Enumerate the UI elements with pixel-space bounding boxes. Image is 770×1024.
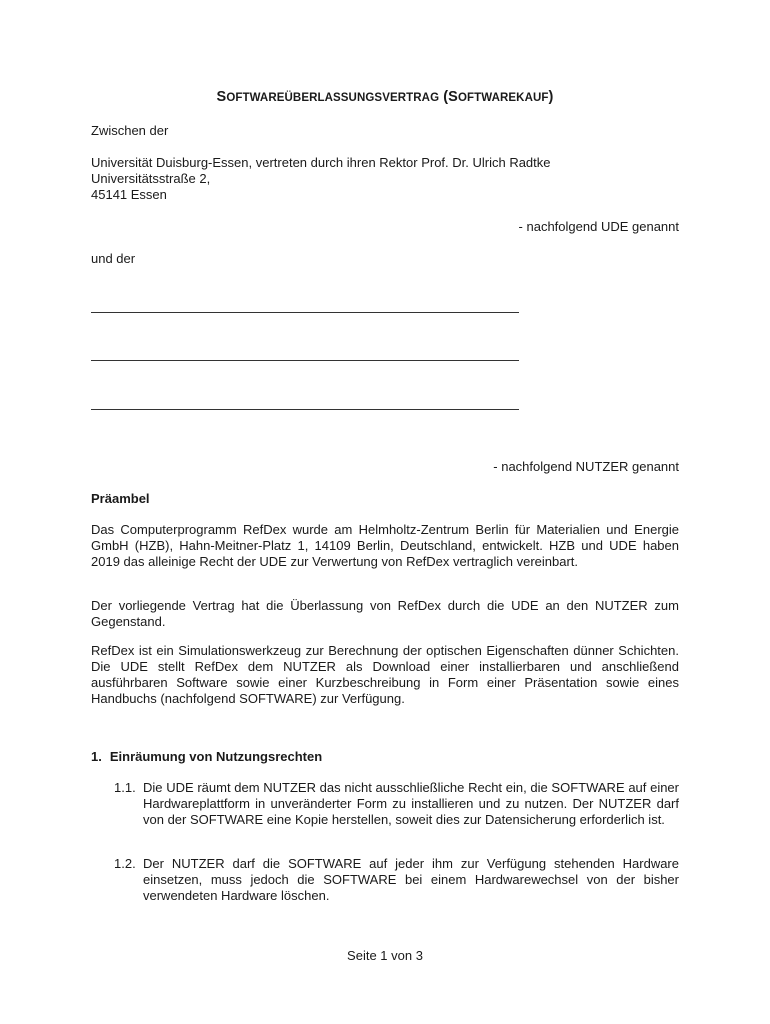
user-street-blank-line[interactable]: [91, 360, 519, 361]
section-1-number: 1.: [91, 749, 102, 764]
item-number: 1.1.: [114, 780, 136, 795]
ude-street-line: Universitätsstraße 2,: [91, 171, 211, 186]
ude-designation: - nachfolgend UDE genannt: [518, 219, 679, 234]
section-1-title: Einräumung von Nutzungsrechten: [109, 749, 323, 764]
between-label: Zwischen der: [91, 123, 169, 138]
ude-city-line: 45141 Essen: [91, 187, 167, 202]
user-designation: - nachfolgend NUTZER genannt: [493, 459, 679, 474]
preamble-heading: Präambel: [91, 491, 150, 506]
page-number-footer: Seite 1 von 3: [347, 948, 423, 963]
section-1-heading: [91, 749, 322, 765]
ude-name-line: Universität Duisburg-Essen, vertreten durch ihren Rektor Prof. Dr. Ulrich Radtke: [91, 155, 551, 170]
item-text: Der NUTZER darf die SOFTWARE auf jeder ihm zur Verfügung stehenden Hardware einsetzen, muss jedoch die SOFTWARE bei einem Hardwarewechsel von der bisher verwendeten Hardware löschen.: [143, 856, 679, 903]
and-label: und der: [91, 251, 136, 266]
preamble-paragraph-1: Das Computerprogramm RefDex wurde am Helmholtz-Zentrum Berlin für Materialien und Energie GmbH (HZB), Hahn-Meitner-Platz 1, 14109 Berlin, Deutschland, entwickelt. HZB und UDE haben 2019 das alleinige Recht der UDE zur Verwertung von RefDex vertraglich vereinbart.: [91, 522, 679, 569]
preamble-paragraph-3: RefDex ist ein Simulationswerkzeug zur Berechnung der optischen Eigenschaften dünner Schichten. Die UDE stellt RefDex dem NUTZER als Download einer installierbaren und anschließend ausführbaren Software sowie einer Kurzbeschreibung in Form einer Präsentation sowie eines Handbuchs (nachfolgend SOFTWARE) zur Verfügung.: [91, 643, 679, 706]
contract-title: SOFTWAREÜBERLASSUNGSVERTRAG (SOFTWAREKAUF): [216, 89, 554, 105]
user-city-blank-line[interactable]: [91, 409, 519, 410]
item-number: 1.2.: [114, 856, 136, 871]
preamble-paragraph-2: Der vorliegende Vertrag hat die Überlassung von RefDex durch die UDE an den NUTZER zum Gegenstand.: [91, 598, 679, 629]
item-text: Die UDE räumt dem NUTZER das nicht ausschließliche Recht ein, die SOFTWARE auf einer Hardwareplattform in unveränderter Form zu installieren und zu nutzen. Der NUTZER darf von der SOFTWARE eine Kopie herstellen, soweit dies zur Datensicherung erforderlich ist.: [143, 780, 679, 827]
user-name-blank-line[interactable]: [91, 312, 519, 313]
